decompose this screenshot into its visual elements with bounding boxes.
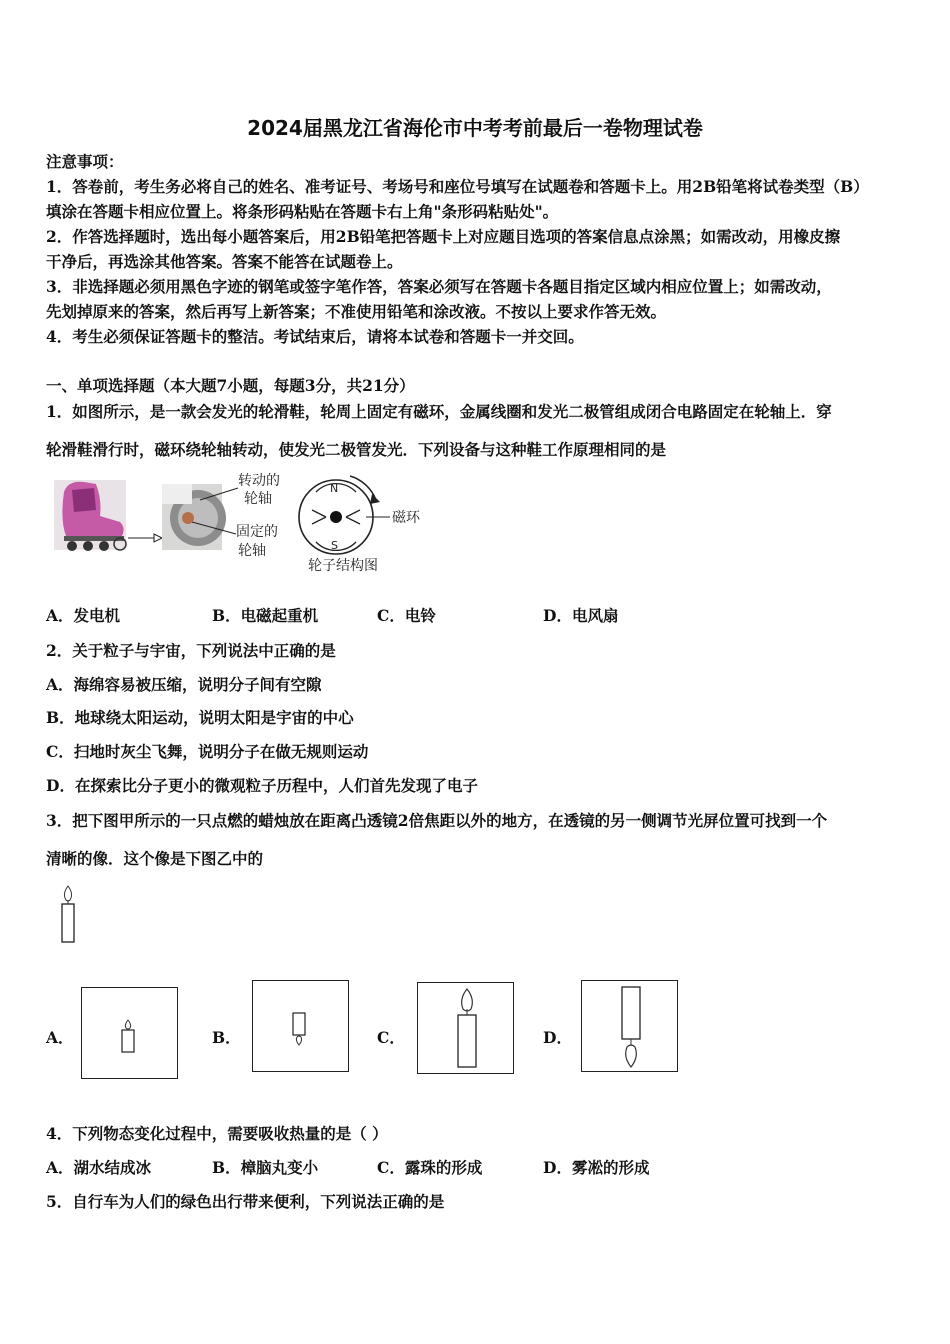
label-fixed-axle: 轮轴: [238, 543, 266, 559]
option-d[interactable]: D．电风扇: [543, 606, 619, 625]
option-d-label[interactable]: D．: [543, 1028, 572, 1047]
notice-line: 填涂在答题卡相应位置上。将条形码粘贴在答题卡右上角"条形码粘贴处"。: [46, 202, 559, 221]
option-c-image[interactable]: [417, 982, 514, 1074]
notice-line: 先划掉原来的答案，然后再写上新答案；不准使用铅笔和涂改液。不按以上要求作答无效。: [46, 302, 667, 321]
question-1-stem: 轮滑鞋滑行时，磁环绕轮轴转动，使发光二极管发光．下列设备与这种鞋工作原理相同的是: [46, 440, 667, 459]
page-title: 2024届黑龙江省海伦市中考考前最后一卷物理试卷: [247, 116, 703, 140]
section-heading: 一、单项选择题（本大题7小题，每题3分，共21分）: [46, 376, 415, 395]
question-1-stem: 1．如图所示，是一款会发光的轮滑鞋，轮周上固定有磁环，金属线圈和发光二极管组成闭合电路固定在轮轴上．穿: [46, 402, 832, 421]
option-b-label[interactable]: B．: [212, 1028, 241, 1047]
option-d[interactable]: D．在探索比分子更小的微观粒子历程中，人们首先发现了电子: [46, 776, 478, 795]
option-a[interactable]: A．海绵容易被压缩，说明分子间有空隙: [46, 675, 322, 694]
pole-s-label: S: [331, 539, 338, 552]
notice-line: 1．答卷前，考生务必将自己的姓名、准考证号、考场号和座位号填写在试题卷和答题卡上。用2B铅笔将试卷类型（B）: [46, 177, 869, 196]
notice-line: 干净后，再选涂其他答案。答案不能答在试题卷上。: [46, 252, 403, 271]
roller-skate-figure: [50, 470, 440, 580]
notice-line: 2．作答选择题时，选出每小题答案后，用2B铅笔把答题卡上对应题目选项的答案信息点涂黑；如需改动，用橡皮擦: [46, 227, 841, 246]
label-rotating-axle: 轮轴: [244, 491, 272, 507]
notice-line: 4．考生必须保证答题卡的整洁。考试结束后，请将本试卷和答题卡一并交回。: [46, 327, 584, 346]
option-c[interactable]: C．扫地时灰尘飞舞，说明分子在做无规则运动: [46, 742, 369, 761]
option-d[interactable]: D．雾凇的形成: [543, 1158, 650, 1177]
wheel-closeup-photo: [162, 484, 226, 550]
option-c[interactable]: C．电铃: [377, 606, 436, 625]
label-magnet-ring: 磁环: [392, 510, 420, 526]
option-c-label[interactable]: C．: [377, 1028, 405, 1047]
label-rotating-axle: 转动的: [238, 473, 280, 489]
candle-figure: [58, 882, 82, 946]
pole-n-label: N: [330, 482, 339, 495]
question-3-stem: 3．把下图甲所示的一只点燃的蜡烛放在距离凸透镜2倍焦距以外的地方，在透镜的另一侧调节光屏位置可找到一个: [46, 811, 828, 830]
option-d-image[interactable]: [581, 980, 678, 1072]
wheel-structure-diagram: [299, 476, 390, 554]
roller-skate-photo: [54, 480, 126, 551]
option-a-label[interactable]: A．: [46, 1028, 74, 1047]
option-a-image[interactable]: [81, 987, 178, 1079]
question-3-stem: 清晰的像．这个像是下图乙中的: [46, 849, 264, 868]
notice-line: 3．非选择题必须用黑色字迹的钢笔或签字笔作答，答案必须写在答题卡各题目指定区域内相应位置上；如需改动，: [46, 277, 832, 296]
notice-heading: 注意事项：: [46, 152, 124, 171]
option-a[interactable]: A．湖水结成冰: [46, 1158, 152, 1177]
option-a[interactable]: A．发电机: [46, 606, 121, 625]
option-b[interactable]: B．电磁起重机: [212, 606, 319, 625]
option-c[interactable]: C．露珠的形成: [377, 1158, 483, 1177]
question-2-stem: 2．关于粒子与宇宙，下列说法中正确的是: [46, 641, 336, 660]
option-b[interactable]: B．樟脑丸变小: [212, 1158, 319, 1177]
label-fixed-axle: 固定的: [236, 524, 278, 540]
option-b-image[interactable]: [252, 980, 349, 1072]
question-5-stem: 5．自行车为人们的绿色出行带来便利，下列说法正确的是: [46, 1192, 445, 1211]
figure-caption: 轮子结构图: [308, 558, 378, 574]
question-4-stem: 4．下列物态变化过程中，需要吸收热量的是（ ）: [46, 1124, 388, 1143]
option-b[interactable]: B．地球绕太阳运动，说明太阳是宇宙的中心: [46, 708, 354, 727]
